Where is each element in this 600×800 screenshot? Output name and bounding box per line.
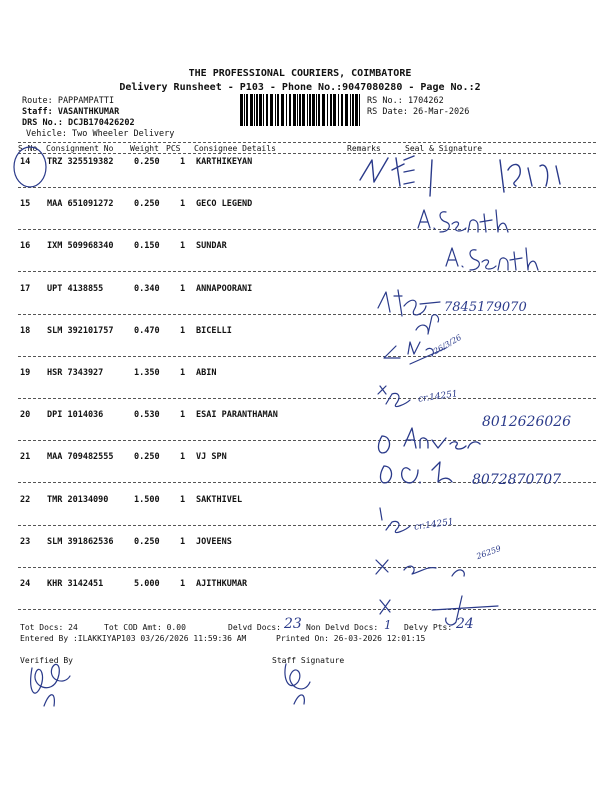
col-sno: S.No [18,144,38,153]
barcode-bar [330,94,332,126]
row-separator [18,440,596,441]
row-consignee: KARTHIKEYAN [196,157,253,167]
handwritten-phone-row20: 8012626026 [482,414,572,430]
staff-label: Staff: VASANTHKUMAR [22,107,120,117]
barcode-bar [250,94,253,126]
barcode-bar [299,94,301,126]
row-pcs: 1 [180,325,186,336]
barcode-bar [316,94,317,126]
row-consignment: MAA 651091272 [47,199,114,210]
row-sno: 15 [20,199,31,210]
header-top-rule [18,142,596,143]
row-pcs: 1 [180,283,186,294]
row-pcs: 1 [180,536,186,547]
delvd-docs-handwritten: 23 [284,616,302,632]
signature-row22 [380,508,410,533]
row-separator [18,356,596,357]
row-sno: 17 [20,283,31,294]
verified-by-label: Verified By [20,656,73,665]
signature-row21 [381,462,452,483]
rs-no: RS No.: 1704262 [367,96,444,106]
rs-date: RS Date: 26-Mar-2026 [367,107,470,117]
row-sno: 19 [20,368,31,378]
barcode-bar [259,94,262,126]
barcode-bar [254,94,255,126]
barcode-bar [359,94,360,126]
barcode-bar [355,94,358,126]
row-sno: 22 [20,494,31,505]
barcode-bar [289,94,291,126]
row-separator [18,525,596,526]
handwritten-phone-row17: 7845179070 [444,300,527,315]
barcode-bar [270,94,273,126]
row-weight: 0.340 [134,283,160,294]
row-consignee: SAKTHIVEL [196,494,243,505]
barcode-bar [302,94,305,126]
row-pcs: 1 [180,157,186,167]
non-delvd-docs-handwritten: 1 [384,618,392,632]
barcode-bar [246,94,248,126]
row-consignment: TMR 20134090 [47,494,109,505]
row-consignment: MAA 709482555 [47,452,114,463]
col-remarks: Remarks [347,144,381,153]
route-label: Route: PAPPAMPATTI [22,96,115,106]
barcode-bar [352,94,354,126]
row-consignee: AJITHKUMAR [196,579,248,589]
barcode-bar [327,94,328,126]
header-bottom-rule [18,153,596,154]
delvy-pts-label: Delvy Pts: [404,623,453,632]
barcode-bar [266,94,268,126]
col-pcs: PCS [166,144,181,153]
row-weight: 1.500 [134,494,160,505]
company-title: THE PROFESSIONAL COURIERS, COIMBATORE [188,68,412,79]
entered-by: Entered By :ILAKKIYAP103 03/26/2026 11:59:36 AM [20,634,247,643]
handwritten-phone-row21: 8072870707 [472,472,562,488]
barcode-bar [309,94,311,126]
barcode-bar [318,94,320,126]
verified-signature [31,664,70,706]
row-separator [18,229,596,230]
row-pcs: 1 [180,368,186,378]
barcode-bar [244,94,245,126]
delvy-pts-handwritten: 24 [456,616,474,632]
row-separator [18,567,596,568]
row-sno: 24 [20,579,31,589]
row-consignment: SLM 391862536 [47,536,114,547]
row-sno: 18 [20,325,31,336]
barcode-bar [293,94,296,126]
handwritten-note-row23: 26259 [475,543,503,562]
row-pcs: 1 [180,241,186,252]
barcode-bar [263,94,264,126]
barcode-bar [345,94,348,126]
row-consignment: KHR 3142451 [47,579,104,589]
row-pcs: 1 [180,579,186,589]
row-consignee: GECO LEGEND [196,199,253,210]
row-consignment: IXM 509968340 [47,241,114,252]
tot-docs: Tot Docs: 24 [20,623,78,632]
row-pcs: 1 [180,494,186,505]
row-consignment: UPT 4138855 [47,283,104,294]
row-separator [18,271,596,272]
barcode-bar [312,94,315,126]
signature-row19 [378,386,410,407]
row-consignee: JOVEENS [196,536,232,547]
row-consignment: DPI 1014036 [47,410,104,421]
col-consignee: Consignee Details [194,144,276,153]
row-weight: 5.000 [134,579,160,589]
barcode-bar [338,94,339,126]
barcode-bar [341,94,343,126]
barcode-bar [240,94,243,126]
barcode-bar [297,94,298,126]
barcode-bar [256,94,258,126]
row-sno: 16 [20,241,31,252]
drs-label: DRS No.: DCJB170426202 [22,118,135,128]
handwritten-note-row19: cr.14251 [417,389,459,405]
row-pcs: 1 [180,452,186,463]
barcode-bar [281,94,284,126]
row-separator [18,398,596,399]
tot-cod-amt: Tot COD Amt: 0.00 [104,623,186,632]
barcode-bar [333,94,336,126]
barcode-bar [275,94,276,126]
row-weight: 0.250 [134,452,160,463]
signature-row24 [380,596,498,625]
row-consignee: ABIN [196,368,217,378]
runsheet-subtitle: Delivery Runsheet - P103 - Phone No.:9047080280 - Page No.:2 [119,82,481,93]
row-weight: 0.250 [134,536,160,547]
row-pcs: 1 [180,199,186,210]
row-sno: 21 [20,452,31,463]
signature-row23 [376,560,464,576]
row-weight: 0.470 [134,325,160,336]
barcode [240,94,364,128]
delvd-docs-label: Delvd Docs: [228,623,281,632]
row-consignment: SLM 392101757 [47,325,114,336]
handwritten-date-row18: 26/3/26 [431,332,464,357]
row-separator [18,187,596,188]
staff-signature-mark [285,664,310,704]
row-weight: 0.530 [134,410,160,421]
staff-signature-label: Staff Signature [272,656,345,665]
row-consignment: HSR 7343927 [47,368,104,378]
row-weight: 0.250 [134,199,160,210]
signature-row14 [360,156,560,196]
row-consignee: ANNAPOORANI [196,283,253,294]
row-separator [18,609,596,610]
row-weight: 0.150 [134,241,160,252]
barcode-bar [322,94,325,126]
row-consignee: VJ SPN [196,452,227,463]
handwritten-note-row22: cr.14251 [413,517,455,533]
row-sno: 20 [20,410,31,421]
row-consignee: BICELLI [196,325,232,336]
signature-row16 [446,248,538,270]
vehicle-label: Vehicle: Two Wheeler Delivery [26,129,175,139]
row-weight: 1.350 [134,368,160,378]
row-sno: 14 [20,157,31,167]
col-consignment: Consignment No [46,144,114,153]
barcode-bar [286,94,287,126]
col-seal-signature: Seal & Signature [405,144,483,153]
barcode-bar [277,94,279,126]
row-pcs: 1 [180,410,186,421]
row-consignment: TRZ 325519382 [47,157,114,167]
row-sno: 23 [20,536,31,547]
printed-on: Printed On: 26-03-2026 12:01:15 [276,634,426,643]
barcode-bar [350,94,351,126]
barcode-bar [307,94,308,126]
signature-row17 [378,290,440,334]
col-weight: Weight [130,144,159,153]
non-delvd-docs-label: Non Delvd Docs: [306,623,379,632]
row-weight: 0.250 [134,157,160,167]
row-consignee: SUNDAR [196,241,227,252]
row-consignee: ESAI PARANTHAMAN [196,410,278,421]
